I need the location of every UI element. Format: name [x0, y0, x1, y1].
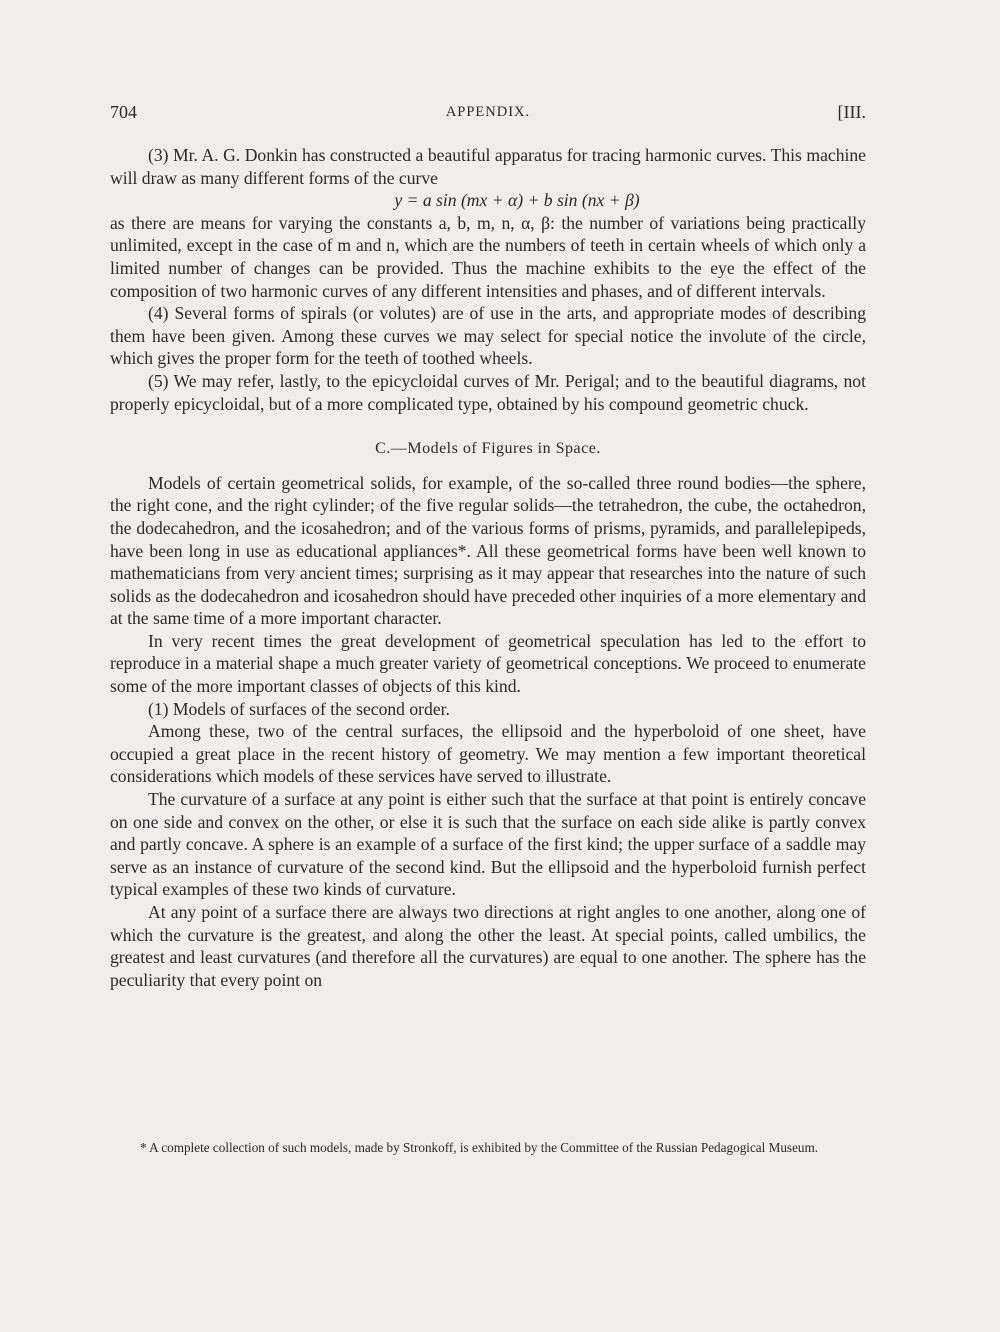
paragraph-3-intro: (3) Mr. A. G. Donkin has constructed a beautiful apparatus for tracing harmonic curves. This machine will draw as many different forms of the curve	[110, 145, 866, 188]
paragraph-recent: In very recent times the great development of geometrical speculation has led to the effort to reproduce in a material shape a much greater variety of geometrical conceptions. We proceed to enumerate some of the more important classes of objects of this kind.	[110, 630, 866, 697]
main-text	[110, 144, 866, 991]
paragraph-5: (5) We may refer, lastly, to the epicycloidal curves of Mr. Perigal; and to the beautiful diagrams, not properly epicycloidal, but of a more complicated type, obtained by his compound geometric chuck.	[110, 370, 866, 414]
harmonic-formula: y = a sin (mx + α) + b sin (nx + β)	[394, 190, 640, 211]
paragraph-curvature: The curvature of a surface at any point is either such that the surface at that point is entirely concave on one side and convex on the other, or else it is such that the surface on each side alike is partly convex and partly concave. A sphere is an example of a surface of the first kind; the upper surface of a saddle may serve as an instance of curvature of the second kind. But the ellipsoid and the hyperboloid furnish perfect typical examples of these two kinds of curvature.	[110, 789, 866, 900]
paragraph-directions: At any point of a surface there are always two directions at right angles to one another, along one of which the curvature is the greatest, and along the other the least. At special points, called umbilics, the greatest and least curvatures (and therefore all the curvatures) are equal to one another. The sphere has the peculiarity that every point on	[110, 902, 866, 990]
paragraph-surfaces-heading: (1) Models of surfaces of the second order.	[148, 698, 450, 719]
running-title: APPENDIX.	[445, 104, 531, 120]
page-number: 704	[110, 102, 137, 122]
section-heading: C.—Models of Figures in Space.	[375, 440, 601, 458]
paragraph-4: (4) Several forms of spirals (or volutes) are of use in the arts, and appropriate modes of describing them have been given. Among these curves we may select for special notice the involute of the circle, which gives the proper form for the teeth of toothed wheels.	[110, 303, 866, 369]
footnote	[110, 1140, 866, 1156]
section-mark: [III.	[837, 102, 866, 122]
page-header	[110, 98, 866, 128]
paragraph-models: Models of certain geometrical solids, for example, of the so-called three round bodies—the sphere, the right cone, and the right cylinder; of the five regular solids—the tetrahedron, the cube, the octahedron, the dodecahedron, and the icosahedron; and of the various forms of prisms, pyramids, and parallelepipeds, have been long in use as educational appliances*. All these geometrical forms have been well known to mathematicians from very ancient times; surprising as it may appear that researches into the nature of such solids as the dodecahedron and icosahedron should have preceded other inquiries of a more elementary and at the same time of a more important character.	[110, 472, 866, 629]
paragraph-3-continued: as there are means for varying the constants a, b, m, n, α, β: the number of variations being practically unlimited, except in the case of m and n, which are the numbers of teeth in certain wheels of which only a limited number of changes can be provided. Thus the machine exhibits to the eye the effect of the composition of two harmonic curves of any different intensities and phases, and of different intervals.	[110, 212, 866, 301]
paragraph-among: Among these, two of the central surfaces, the ellipsoid and the hyperboloid of one sheet, have occupied a great place in the recent history of geometry. We may mention a few important theoretical considerations which models of these services have served to illustrate.	[110, 721, 866, 787]
footnote-text: * A complete collection of such models, made by Stronkoff, is exhibited by the Committee of the Russian Pedagogical Museum.	[140, 1140, 819, 1155]
